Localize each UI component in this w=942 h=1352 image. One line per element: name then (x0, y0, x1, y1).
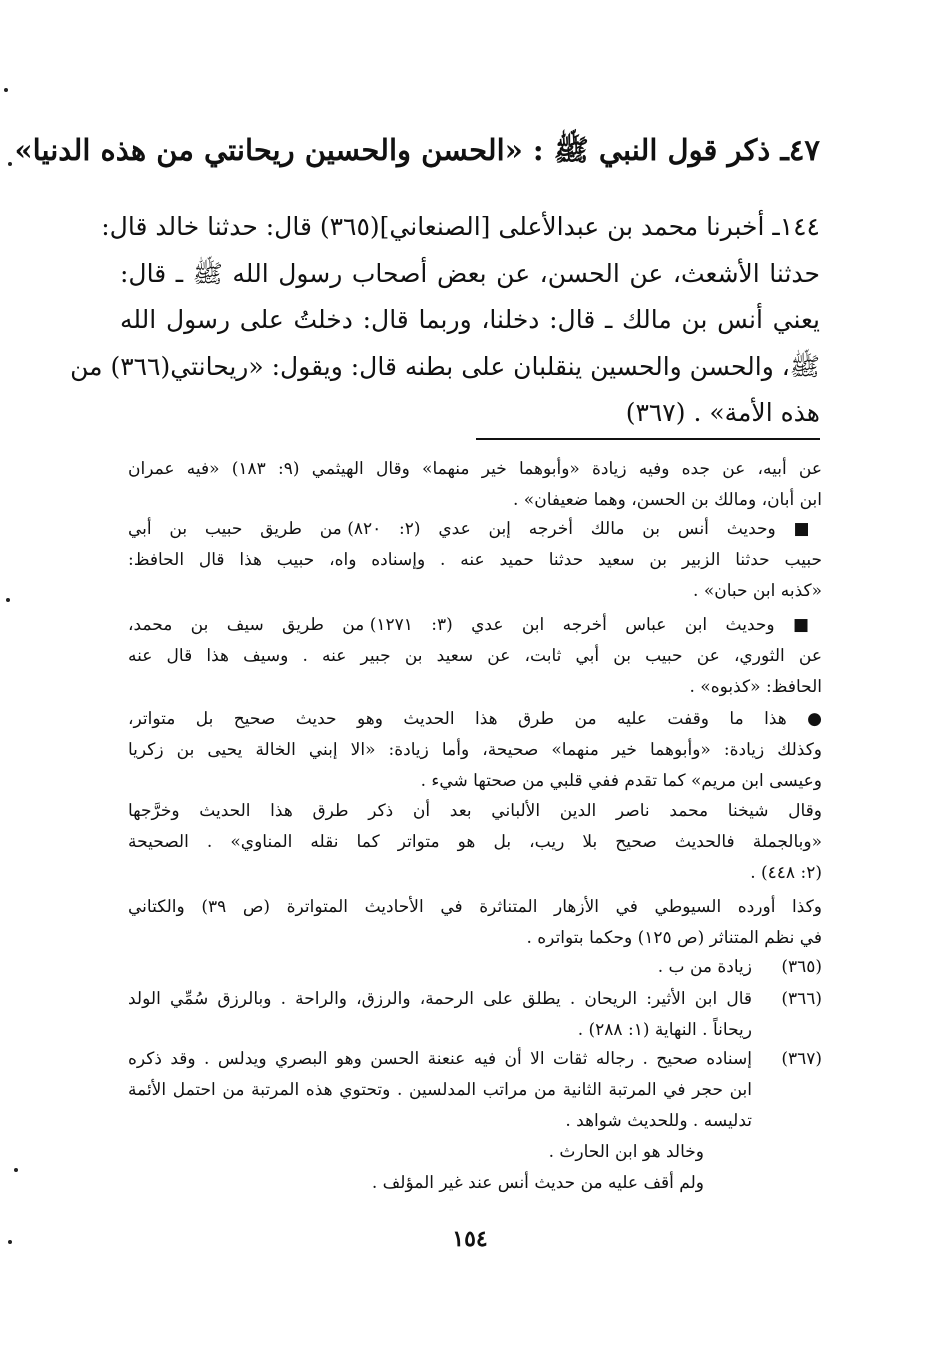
scan-speck (8, 1240, 12, 1244)
hadith-text (70, 204, 820, 437)
footnote-line: إسناده صحيح . رجاله ثقات الا أن فيه عنعنة الحسن وهو البصري ويدلس . وقد ذكره (128, 1049, 752, 1069)
footnote-line: حبيب حدثنا الزبير بن سعيد حدثنا حميد عنه . وإسناده واه، حبيب هذا قال الحافظ: (128, 550, 822, 570)
footnote-line: «وبالجملة فالحديث صحيح بلا ريب، بل هو متواتر كما نقله المناوي» . الصحيحة (128, 832, 822, 852)
page-number: ١٥٤ (452, 1226, 488, 1252)
hadith-line: هذه الأمة» . (٣٦٧) (625, 398, 820, 427)
footnote-line: في نظم المتناثر (ص ١٢٥) وحكما بتواتره . (526, 928, 822, 948)
hadith-line: يعني أنس بن مالك ـ قال: دخلنا، وربما قال: دخلتُ على رسول الله (120, 305, 820, 334)
footnote-line: ابن حجر في المرتبة الثانية من مراتب المدلسين . وتحتوي هذه المرتبة من احتمل الأئمة (128, 1080, 752, 1100)
chapter-heading: ٤٧ـ ذكر قول النبي ﷺ : «الحسن والحسين ريحانتي من هذه الدنيا» (14, 133, 820, 167)
footnote-line: وكذا أورده السيوطي في الأزهار المتناثرة في الأحاديث المتواترة (ص ٣٩) والكتاني (128, 897, 822, 917)
footnote-line: ريحاناً . النهاية (١: ٢٨٨) . (577, 1020, 752, 1040)
scan-speck (4, 88, 8, 92)
footnote-number: (٣٦٥) (781, 957, 822, 977)
footnote-line: ■ وحديث أنس بن مالك أخرجه إبن عدي (٢: ٨٢٠) من طريق حبيب بن أبي (128, 519, 823, 539)
paragraph-anas (128, 514, 822, 607)
footnote-line: ■ وحديث ابن عباس أخرجه ابن عدي (٣: ١٢٧١) من طريق سيف بن محمد، (128, 615, 822, 635)
footnote-line: زيادة من ب . (657, 957, 752, 977)
paragraph-summary (128, 704, 822, 797)
footnote-line: تدليسه . وللحديث شواهد . (565, 1111, 752, 1131)
scan-speck (14, 1168, 18, 1172)
paragraph-albani (128, 796, 822, 889)
scan-speck (6, 598, 10, 602)
paragraph-suyuti (128, 892, 822, 954)
footnote-line: وقال شيخنا محمد ناصر الدين الألباني بعد أن ذكر طرق هذا الحديث وخرَّجها (128, 801, 822, 821)
footnote-line: (٢: ٤٤٨) . (750, 863, 822, 883)
paragraph-ibn-abbas (128, 610, 822, 703)
footnote-number: (٣٦٦) (781, 989, 822, 1009)
footnote-line: وعيسى ابن مريم» كما تقدم ففي قلبي من صحتها شيء . (420, 771, 822, 791)
footnote-line: «كذبه ابن حبان» . (693, 581, 822, 601)
hadith-line: ﷺ، والحسن والحسين ينقلبان على بطنه قال: ويقول: «ريحانتي(٣٦٦) من (70, 351, 820, 381)
footnote-365 (128, 952, 822, 983)
footnote-line: وكذلك زيادة: «وأبوهما خير منهما» صحيحة، وأما زيادة: «الا إبني الخالة يحيى بن زكريا (128, 740, 822, 760)
footnote-line: ابن أبان، ومالك بن الحسن، وهما ضعيفان» . (513, 490, 822, 510)
footnote-line: ● هذا ما وقفت عليه من طرق هذا الحديث وهو حديث صحيح بل متواتر، (128, 709, 822, 729)
footnote-367 (128, 1044, 822, 1199)
footnote-line: عن أبيه، عن جده وفيه زيادة «وأبوهما خير منهما» وقال الهيثمي (٩: ١٨٣) «فيه عمران (128, 459, 822, 479)
footnote-line: وخالد هو ابن الحارث . (548, 1142, 704, 1162)
footnote-divider (476, 438, 820, 440)
footnote-line: عن الثوري، عن حبيب بن أبي ثابت، عن سعيد بن جبير عنه . وسيف هذا قال عنه (128, 646, 822, 666)
footnote-continuation (128, 454, 822, 516)
footnote-line: ولم أقف عليه من حديث أنس عند غير المؤلف . (371, 1173, 704, 1193)
footnote-line: الحافظ: «كذبوه» . (689, 677, 822, 697)
hadith-line: حدثنا الأشعث، عن الحسن، عن بعض أصحاب رسول الله ﷺ ـ قال: (120, 258, 820, 288)
scan-speck (8, 162, 12, 166)
footnote-366 (128, 984, 822, 1046)
footnote-line: قال ابن الأثير: الريحان . يطلق على الرحمة، والرزق، والراحة . وبالرزق سُمِّي الولد (128, 989, 752, 1009)
footnote-number: (٣٦٧) (781, 1049, 822, 1069)
hadith-line: ١٤٤ـ أخبرنا محمد بن عبدالأعلى [الصنعاني](٣٦٥) قال: حدثنا خالد قال: (101, 212, 820, 241)
